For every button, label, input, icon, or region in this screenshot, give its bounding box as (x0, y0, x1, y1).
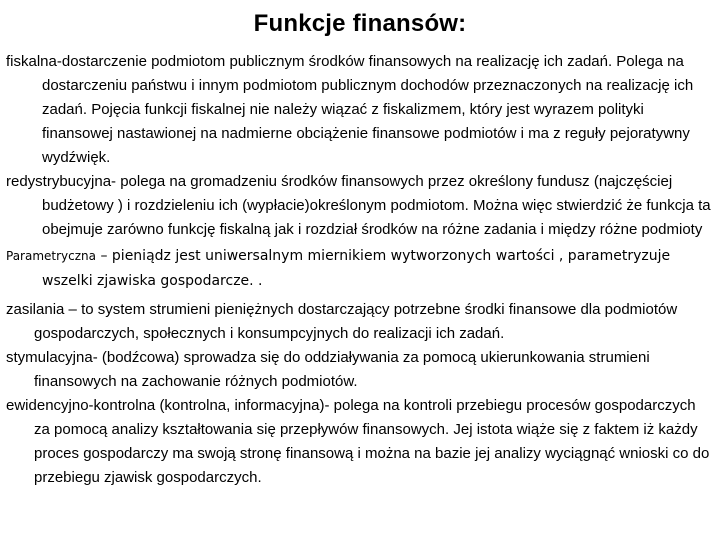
term-redystrybucyjna: redystrybucyjna (6, 173, 112, 190)
separator: - (111, 173, 121, 190)
definition-stymulacyjna: (bodźcowa) sprowadza się do oddziaływania za pomocą ukierunkowania strumieni finansowych na zachowanie różnych podmiotów. (34, 349, 650, 390)
slide-title: Funkcje finansów: (253, 10, 467, 37)
paragraph-zasilania (6, 298, 714, 346)
separator: - (56, 53, 62, 70)
slide-body (6, 50, 714, 490)
paragraph-redystrybucyjna (6, 170, 714, 242)
paragraph-ewidencyjno-kontrolna (6, 394, 714, 490)
definition-parametryczna: pieniądz jest uniwersalnym miernikiem wytworzonych wartości , parametryzuje wszelki zjawiska gospodarcze. . (42, 248, 671, 289)
separator: – (64, 301, 82, 318)
term-zasilania: zasilania (6, 301, 65, 318)
term-stymulacyjna: stymulacyjna (6, 349, 93, 366)
term-ewidencyjno-kontrolna: ewidencyjno-kontrolna (6, 397, 156, 414)
paragraph-fiskalna (6, 50, 714, 170)
term-parametryczna: Parametryczna (6, 249, 97, 263)
definition-redystrybucyjna: polega na gromadzeniu środków finansowych przez określony fundusz (najczęściej budżetowy ) i rozdzieleniu ich (wypłacie)określonym podmiotom. Można więc stwierdzić że funkcja ta obejmuje zarówno funkcję fiskalną jak i rozdział środków na różne zadania i między różne podmioty (42, 173, 711, 238)
paragraph-stymulacyjna (6, 346, 714, 394)
definition-fiskalna: dostarczenie podmiotom publicznym środków finansowych na realizację ich zadań. Polega na dostarczeniu państwu i innym podmiotom publicznym dochodów przeznaczonych na realizację ich zadań. Pojęcia funkcji fiskalnej nie należy wiązać z fiskalizmem, który jest wyrazem polityki finansowej nastawionej na nadmierne obciążenie finansowe podmiotów i ma z reguły pejoratywny wydźwięk. (42, 53, 694, 166)
definition-zasilania: to system strumieni pieniężnych dostarczający potrzebne środki finansowe dla podmiotów gospodarczych, społecznych i konsumpcyjnych do realizacji ich zadań. (34, 301, 678, 342)
separator: – (96, 248, 112, 264)
term-fiskalna: fiskalna (6, 53, 57, 70)
separator: - (92, 349, 102, 366)
definition-ewidencyjno-kontrolna: (kontrolna, informacyjna)- polega na kontroli przebiegu procesów gospodarczych za pomocą analizy kształtowania się przepływów finansowych. Jej istota wiąże się z faktem iż każdy proces gospodarczy ma swoją stronę finansową i można na bazie jej analizy wyciągnąć wnioski co do przebiegu zjawisk gospodarczych. (34, 397, 710, 486)
paragraph-parametryczna (6, 244, 714, 294)
